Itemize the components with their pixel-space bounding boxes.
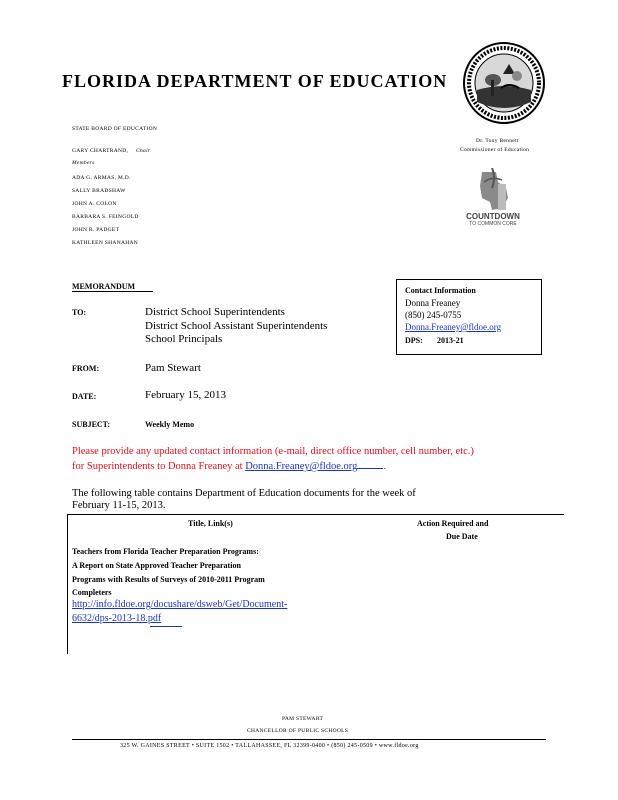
notice-line-2 <box>72 459 386 472</box>
date-value: February 15, 2013 <box>145 389 226 401</box>
subject-value: Weekly Memo <box>145 420 195 429</box>
table-col-action-header-2: Due Date <box>446 532 478 541</box>
contact-heading: Contact Information <box>405 286 476 295</box>
subject-label: SUBJECT: <box>72 420 111 429</box>
table-row-title-line: Programs with Results of Surveys of 2010-2011 Program <box>72 575 265 584</box>
to-label: TO: <box>72 308 87 317</box>
contact-box <box>396 279 542 355</box>
footer-address: 325 W. GAINES STREET • SUITE 1502 • TALLAHASSEE, FL 32399-0400 • (850) 245-0509 • www.fldoe.org <box>120 743 419 749</box>
notice-prefix: for Superintendents to Donna Freaney at <box>72 461 243 472</box>
board-member: BARBARA S. FEINGOLD <box>72 214 139 220</box>
table-col-action-header: Action Required and <box>417 519 489 528</box>
to-line: School Principals <box>145 333 223 345</box>
from-label: FROM: <box>72 364 100 373</box>
notice-suffix: . <box>383 461 386 472</box>
contact-email-link[interactable]: Donna.Freaney@fldoe.org <box>405 322 502 332</box>
commissioner-name: Dr. Tony Bennett <box>476 138 519 144</box>
contact-phone: (850) 245-0755 <box>405 310 462 320</box>
from-value: Pam Stewart <box>145 362 201 374</box>
countdown-logo <box>462 168 524 232</box>
link-underline-extension <box>150 626 182 627</box>
footer-title: CHANCELLOR OF PUBLIC SCHOOLS <box>247 728 349 734</box>
footer-name: PAM STEWART <box>282 716 324 722</box>
table-left-border <box>67 514 68 654</box>
state-seal <box>463 42 545 124</box>
table-row-title-line: Completers <box>72 588 112 597</box>
intro-line-2: February 11-15, 2013. <box>72 500 166 511</box>
board-members-label: Members <box>72 160 95 166</box>
board-chair-name: GARY CHARTRAND, <box>72 148 129 154</box>
board-member: SALLY BRADSHAW <box>72 188 126 194</box>
board-member: ADA G. ARMAS, M.D. <box>72 175 131 181</box>
date-label: DATE: <box>72 392 97 401</box>
document-link-line-2[interactable]: 6632/dps-2013-18.pdf <box>72 613 162 624</box>
dps-label: DPS: <box>405 336 423 345</box>
to-line: District School Assistant Superintendents <box>145 320 328 332</box>
table-top-border <box>67 514 564 515</box>
table-row-title-line: A Report on State Approved Teacher Preparation <box>72 561 241 570</box>
table-row-title-line: Teachers from Florida Teacher Preparation Programs: <box>72 547 259 556</box>
intro-line-1: The following table contains Department of Education documents for the week of <box>72 488 416 499</box>
countdown-logo-subtext: TO COMMON CORE <box>469 221 517 227</box>
footer-rule <box>72 739 546 740</box>
board-member: JOHN R. PADGET <box>72 227 120 233</box>
document-link-line-1[interactable]: http://info.fldoe.org/docushare/dsweb/Get/Document- <box>72 599 288 610</box>
notice-line-1: Please provide any updated contact information (e-mail, direct office number, cell number, etc.) <box>72 446 474 457</box>
dps-value: 2013-21 <box>437 336 464 345</box>
commissioner-title: Commissioner of Education <box>460 147 530 153</box>
to-line: District School Superintendents <box>145 306 285 318</box>
board-member: JOHN A. COLON <box>72 201 117 207</box>
countdown-logo-text: COUNTDOWN <box>466 212 520 221</box>
link-underline-gap <box>357 459 383 469</box>
contact-name: Donna Freaney <box>405 298 461 308</box>
board-member: KATHLEEN SHANAHAN <box>72 240 139 246</box>
memo-heading: MEMORANDUM <box>72 282 153 292</box>
table-col-title-header: Title, Link(s) <box>188 519 233 528</box>
board-title: STATE BOARD OF EDUCATION <box>72 126 158 132</box>
page-title: FLORIDA DEPARTMENT OF EDUCATION <box>62 71 448 91</box>
board-chair-role: Chair <box>136 148 151 154</box>
notice-email-link[interactable]: Donna.Freaney@fldoe.org <box>245 461 358 472</box>
